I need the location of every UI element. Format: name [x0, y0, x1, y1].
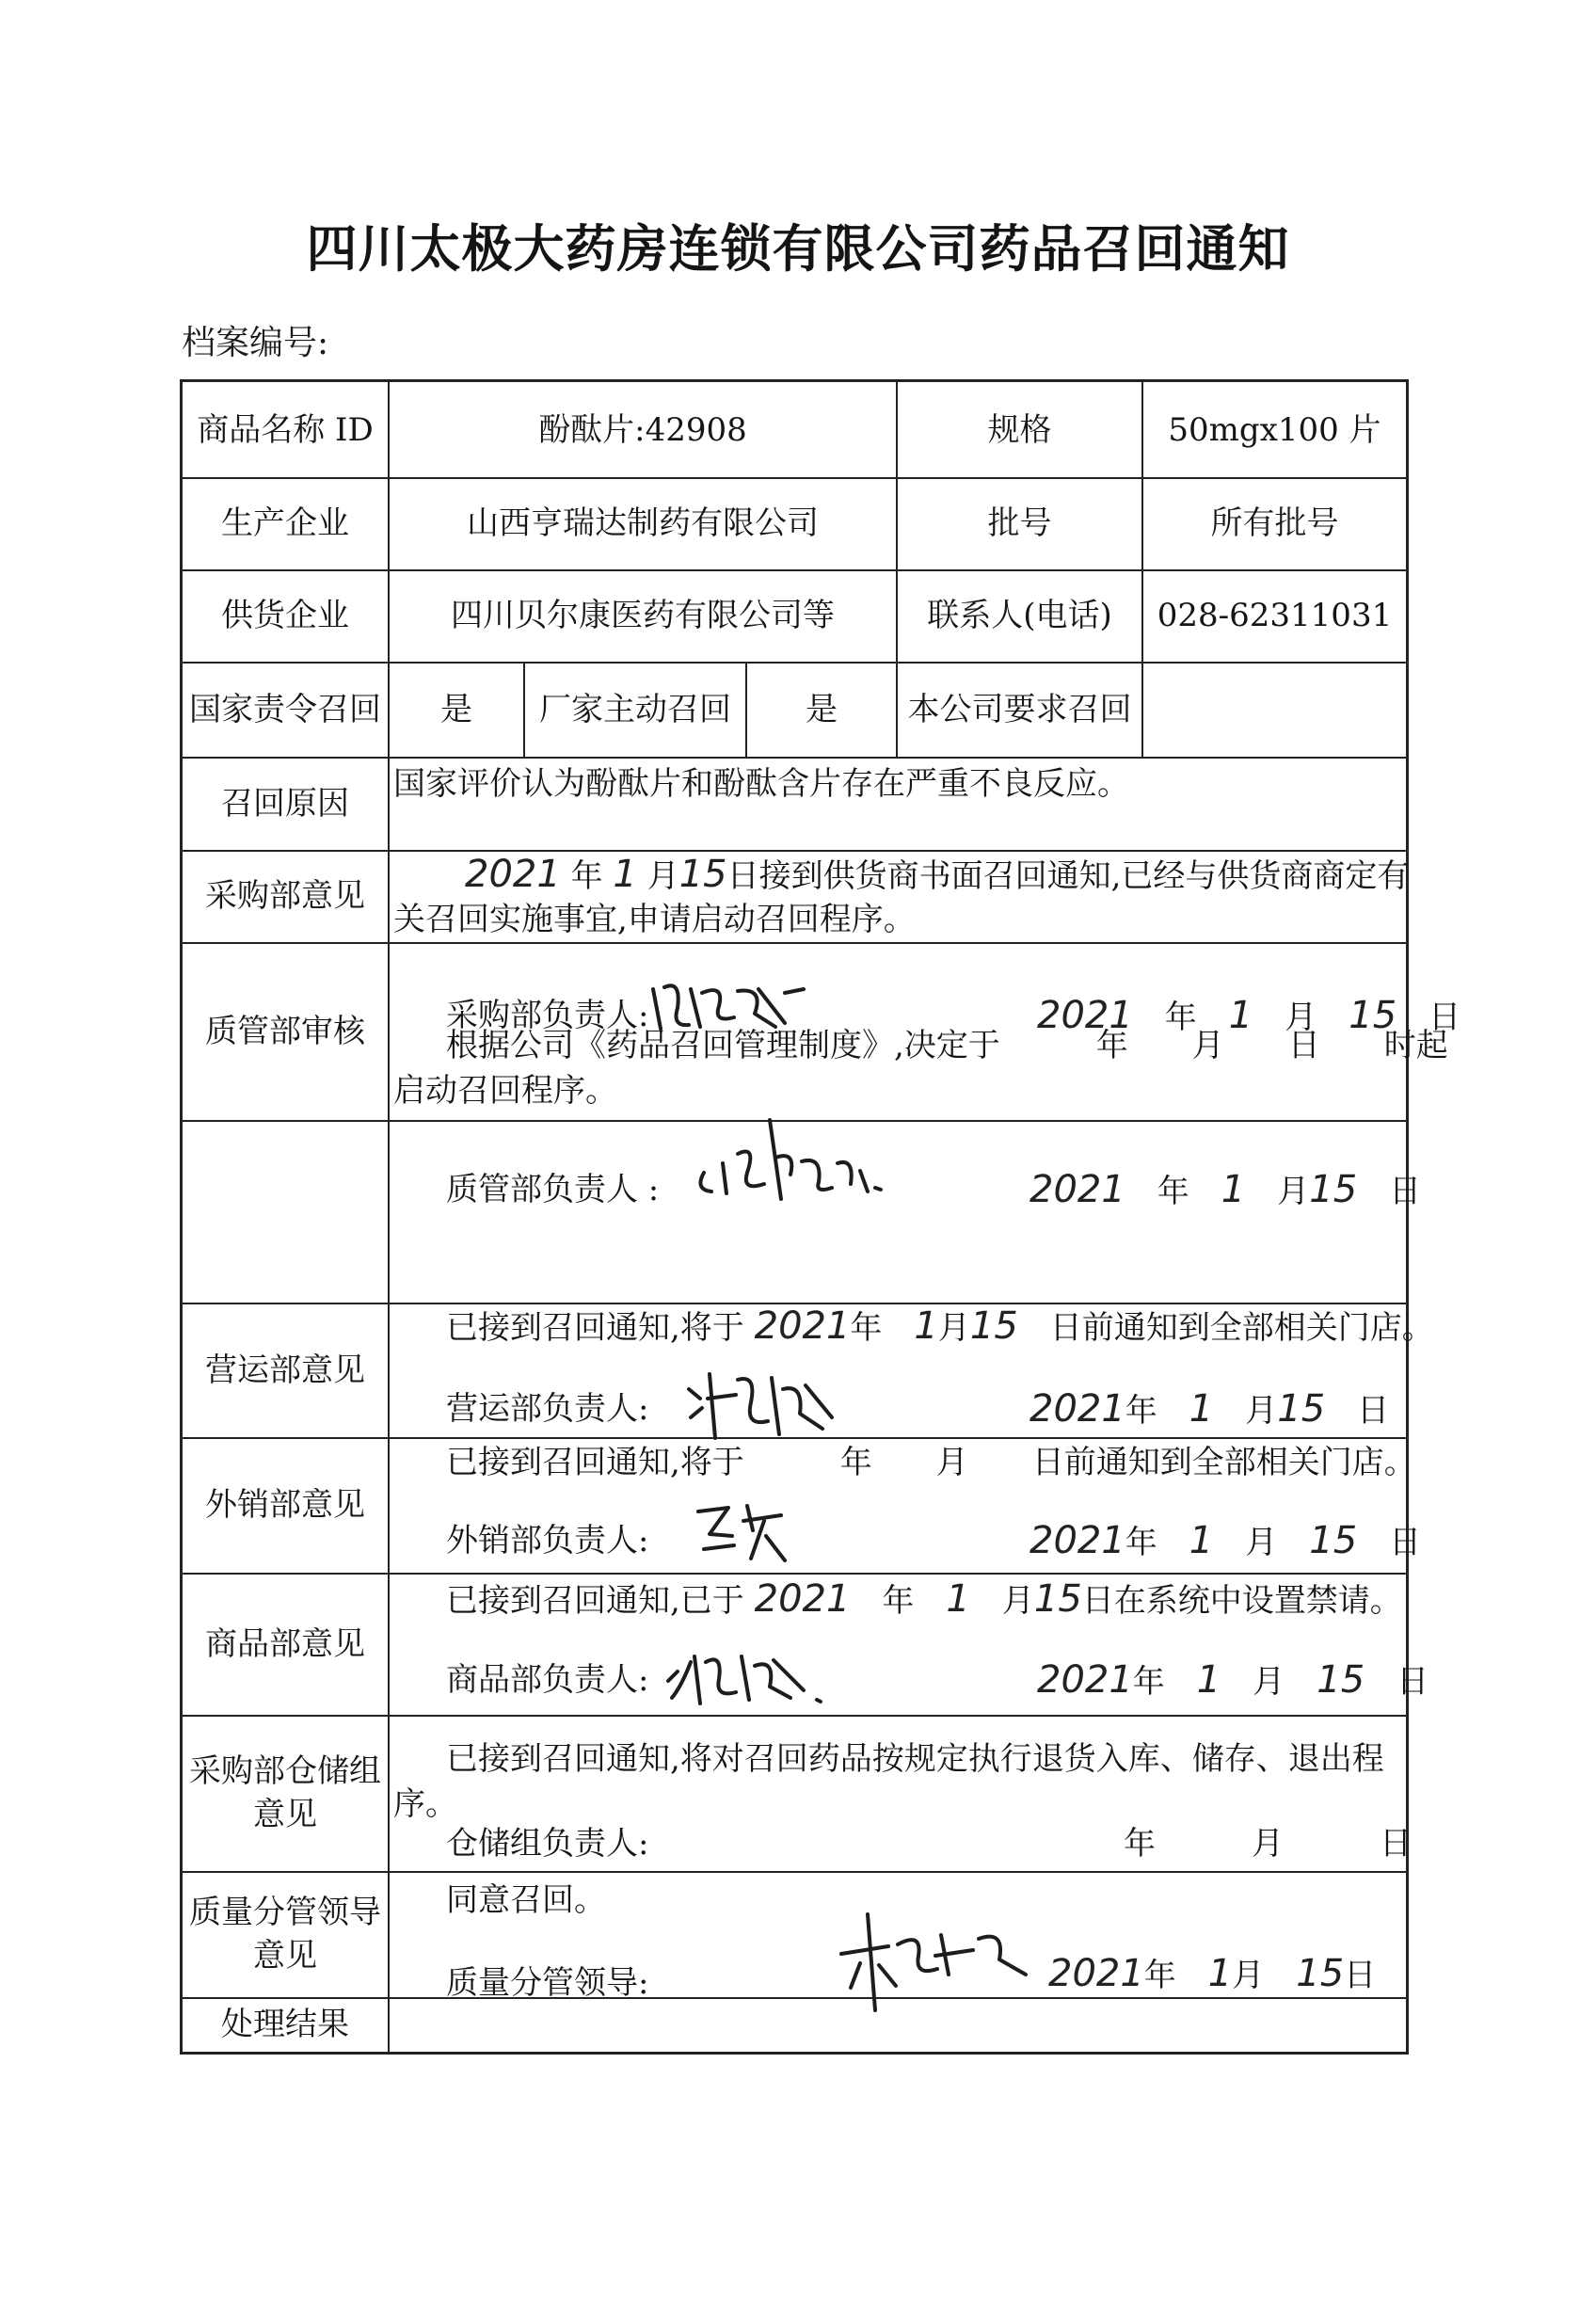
manufacturer-value: 山西亨瑞达制药有限公司 [467, 504, 819, 542]
quality-signer-label: 质管部负责人 : [446, 1171, 660, 1208]
operations-signature [681, 1361, 841, 1446]
warehouse-line-1: 已接到召回通知,将对召回药品按规定执行退货入库、储存、退出程 [446, 1740, 1384, 1778]
handwritten-month: 1 [613, 853, 637, 896]
quality-date: 2021 年 1 月15 日 [1029, 1168, 1422, 1211]
recall-reason-text: 国家评价认为酚酞片和酚酞含片存在严重不良反应。 [393, 765, 1129, 803]
quality-signature [691, 1116, 907, 1210]
quality-review-line-1: 根据公司《药品召回管理制度》,决定于 年 月 日 时起 [446, 1027, 1448, 1064]
product-name-value: 酚酞片:42908 [538, 410, 747, 449]
external-sales-opinion-label: 外销部意见 [205, 1486, 365, 1524]
supplier-value: 四川贝尔康医药有限公司等 [451, 597, 835, 634]
external-sales-signer-label: 外销部负责人: [446, 1522, 649, 1559]
merchandise-opinion-label: 商品部意见 [205, 1624, 365, 1663]
handwritten-day: 15 [678, 853, 727, 896]
company-recall-label: 本公司要求召回 [907, 690, 1132, 728]
company-recall-value [1143, 662, 1406, 757]
operations-line: 已接到召回通知,将于 2021年 1月15 日前通知到全部相关门店。 [446, 1304, 1434, 1348]
purchasing-line-2: 关召回实施事宜,申请启动召回程序。 [393, 901, 916, 938]
handling-result-label: 处理结果 [221, 2006, 349, 2043]
merchandise-line: 已接到召回通知,已于 2021 年 1 月15日在系统中设置禁请。 [446, 1577, 1402, 1621]
purchasing-date: 2021 年 1 月 15 日 [1037, 994, 1461, 1037]
batch-value: 所有批号 [1210, 504, 1339, 542]
quality-leader-signature [832, 1897, 1048, 2020]
quality-review-label: 质管部审核 [205, 1012, 365, 1050]
manufacturer-recall-label: 厂家主动召回 [539, 690, 731, 728]
contact-value: 028-62311031 [1157, 597, 1393, 634]
contact-label: 联系人(电话) [927, 597, 1112, 634]
merchandise-signer-label: 商品部负责人: [446, 1661, 649, 1699]
external-sales-signature [691, 1493, 794, 1568]
quality-leader-date: 2021年 1月 15日 [1048, 1952, 1377, 1995]
recall-form-table [180, 379, 1461, 2055]
operations-date: 2021年 1 月15 日 [1029, 1387, 1390, 1431]
quality-leader-signer-label: 质量分管领导: [446, 1964, 649, 2002]
quality-review-line-2: 启动召回程序。 [393, 1072, 617, 1110]
document-title: 四川太极大药房连锁有限公司药品召回通知 [306, 219, 1290, 279]
warehouse-line-2: 序。 [393, 1785, 457, 1823]
operations-opinion-label: 营运部意见 [205, 1351, 365, 1389]
merchandise-date: 2021年 1 月 15 日 [1037, 1658, 1429, 1702]
purchasing-signer-label: 采购部负责人: [446, 997, 649, 1034]
quality-leader-text: 同意召回。 [446, 1881, 606, 1919]
manufacturer-label: 生产企业 [221, 504, 349, 542]
batch-label: 批号 [987, 504, 1052, 542]
spec-label: 规格 [987, 410, 1052, 449]
manufacturer-recall-value: 是 [806, 690, 838, 728]
merchandise-signature [662, 1634, 832, 1709]
operations-signer-label: 营运部负责人: [446, 1390, 649, 1428]
warehouse-signer-label: 仓储组负责人: [446, 1825, 649, 1863]
supplier-label: 供货企业 [221, 597, 349, 634]
product-name-label: 商品名称 ID [197, 410, 374, 449]
purchasing-opinion-label: 采购部意见 [205, 877, 365, 915]
purchasing-line-1: 2021 年 1 月15日接到供货商书面召回通知,已经与供货商商定有 [465, 853, 1410, 896]
quality-leader-opinion-label: 质量分管领导 意见 [189, 1894, 381, 1975]
warehouse-opinion-label: 采购部仓储组 意见 [189, 1752, 381, 1833]
national-recall-value: 是 [440, 690, 472, 728]
warehouse-date: 年 月 日 [1124, 1825, 1412, 1863]
handwritten-year: 2021 [465, 853, 561, 896]
recall-reason-label: 召回原因 [221, 784, 349, 823]
national-recall-label: 国家责令召回 [189, 690, 381, 728]
external-sales-date: 2021年 1 月 15 日 [1029, 1519, 1422, 1562]
external-sales-line: 已接到召回通知,将于 年 月 日前通知到全部相关门店。 [446, 1444, 1416, 1481]
spec-value: 50mgx100 片 [1168, 410, 1381, 449]
archive-number-label: 档案编号: [182, 324, 329, 362]
